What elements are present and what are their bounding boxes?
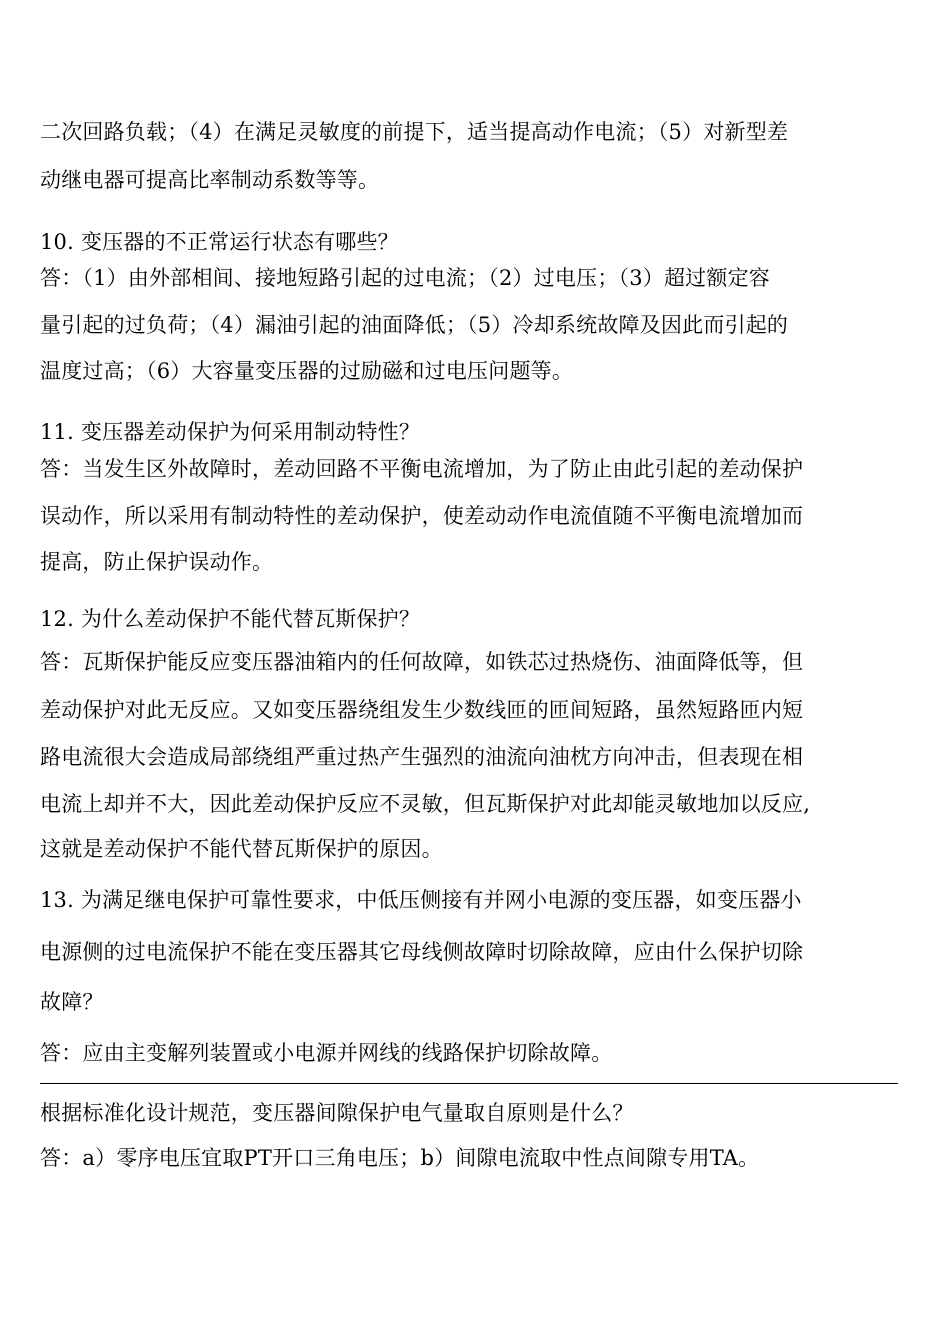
question-gap-protection: 根据标准化设计规范，变压器间隙保护电气量取自原则是什么？ bbox=[40, 1101, 634, 1125]
question-11: 11. 变压器差动保护为何采用制动特性？ bbox=[40, 420, 421, 444]
answer-12-line: 这就是差动保护不能代替瓦斯保护的原因。 bbox=[40, 837, 443, 861]
answer-12-line: 答：瓦斯保护能反应变压器油箱内的任何故障，如铁芯过热烧伤、油面降低等，但 bbox=[40, 650, 804, 674]
answer-11-line: 提高，防止保护误动作。 bbox=[40, 550, 274, 574]
answer-10-line: 温度过高；（6）大容量变压器的过励磁和过电压问题等。 bbox=[40, 359, 574, 383]
answer-12-line: 电流上却并不大，因此差动保护反应不灵敏，但瓦斯保护对此却能灵敏地加以反应, bbox=[40, 792, 811, 816]
answer-10-line: 答：（1）由外部相间、接地短路引起的过电流；（2）过电压；（3）超过额定容 bbox=[40, 266, 770, 290]
paragraph-line: 二次回路负载；（4）在满足灵敏度的前提下，适当提高动作电流；（5）对新型差 bbox=[40, 120, 789, 144]
answer-11-line: 误动作，所以采用有制动特性的差动保护，使差动动作电流值随不平衡电流增加而 bbox=[40, 504, 804, 528]
question-13-line: 故障？ bbox=[40, 990, 104, 1014]
question-13-line: 13. 为满足继电保护可靠性要求，中低压侧接有并网小电源的变压器，如变压器小 bbox=[40, 888, 802, 912]
answer-gap-protection: 答：a）零序电压宜取PT开口三角电压；b）间隙电流取中性点间隙专用TA。 bbox=[40, 1146, 760, 1170]
answer-12-line: 路电流很大会造成局部绕组严重过热产生强烈的油流向油枕方向冲击，但表现在相 bbox=[40, 745, 804, 769]
answer-13-line: 答：应由主变解列装置或小电源并网线的线路保护切除故障。 bbox=[40, 1041, 613, 1065]
question-13-line: 电源侧的过电流保护不能在变压器其它母线侧故障时切除故障，应由什么保护切除 bbox=[40, 940, 804, 964]
answer-12-line: 差动保护对此无反应。又如变压器绕组发生少数线匝的匝间短路，虽然短路匝内短 bbox=[40, 698, 804, 722]
question-12: 12. 为什么差动保护不能代替瓦斯保护？ bbox=[40, 607, 421, 631]
question-10: 10. 变压器的不正常运行状态有哪些？ bbox=[40, 230, 399, 254]
answer-11-line: 答：当发生区外故障时，差动回路不平衡电流增加，为了防止由此引起的差动保护 bbox=[40, 457, 804, 481]
horizontal-rule bbox=[40, 1083, 898, 1084]
answer-10-line: 量引起的过负荷；（4）漏油引起的油面降低；（5）冷却系统故障及因此而引起的 bbox=[40, 313, 789, 337]
paragraph-line: 动继电器可提高比率制动系数等等。 bbox=[40, 168, 380, 192]
